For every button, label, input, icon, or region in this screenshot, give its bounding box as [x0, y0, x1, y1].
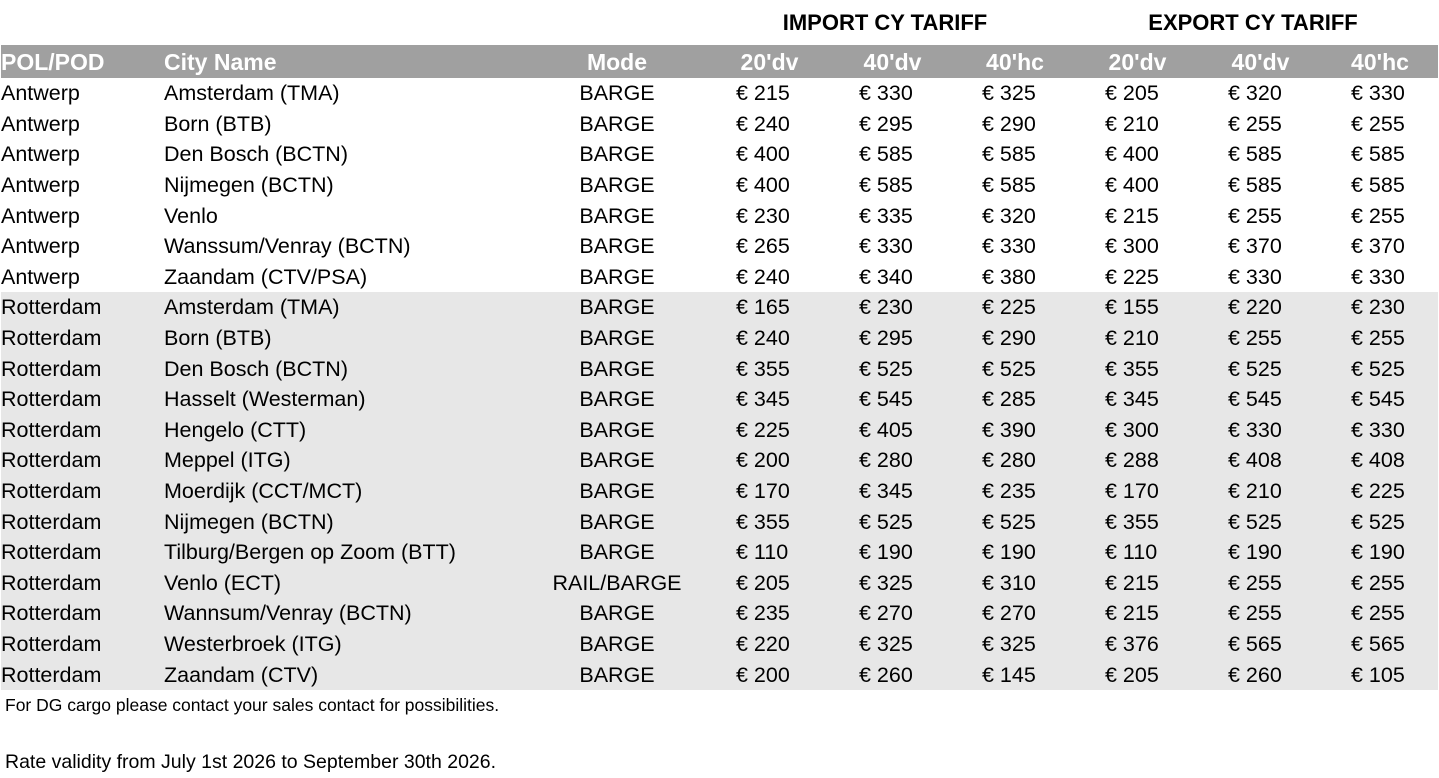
cell-export-20dv: € 225	[1105, 264, 1159, 289]
import-cy-tariff-label: IMPORT CY TARIFF	[782, 10, 988, 35]
cell-pol-pod: Antwerp	[1, 173, 80, 198]
cell-import-40hc: € 280	[982, 448, 1036, 473]
cell-city-name: Born (BTB)	[164, 326, 272, 351]
cell-export-40dv: € 320	[1228, 81, 1282, 106]
table-row	[1, 537, 1438, 568]
cell-import-20dv: € 200	[736, 662, 790, 687]
cell-import-20dv: € 240	[736, 264, 790, 289]
table-header-row	[1, 45, 1438, 78]
cell-import-20dv: € 400	[736, 142, 790, 167]
cell-export-40hc: € 525	[1351, 509, 1405, 534]
cell-export-20dv: € 376	[1105, 631, 1159, 656]
cell-mode: BARGE	[579, 417, 655, 442]
cell-pol-pod: Rotterdam	[1, 417, 102, 442]
cell-export-40dv: € 255	[1228, 601, 1282, 626]
rate-validity-note: Rate validity from July 1st 2026 to September 30th 2026.	[5, 751, 497, 773]
cell-import-40hc: € 290	[982, 326, 1036, 351]
cell-export-40dv: € 255	[1228, 326, 1282, 351]
cell-city-name: Moerdijk (CCT/MCT)	[164, 479, 363, 504]
cell-pol-pod: Rotterdam	[1, 295, 102, 320]
cell-export-20dv: € 205	[1105, 81, 1159, 106]
cell-import-40hc: € 235	[982, 479, 1036, 504]
cell-mode: RAIL/BARGE	[552, 570, 682, 595]
cell-import-40dv: € 345	[859, 479, 913, 504]
cell-import-40hc: € 325	[982, 631, 1036, 656]
cell-import-40dv: € 270	[859, 601, 913, 626]
table-row	[1, 139, 1438, 170]
cell-pol-pod: Antwerp	[1, 142, 80, 167]
cell-export-40dv: € 255	[1228, 203, 1282, 228]
cell-import-20dv: € 230	[736, 203, 790, 228]
cell-city-name: Amsterdam (TMA)	[164, 81, 340, 106]
cell-import-40hc: € 310	[982, 570, 1036, 595]
cell-import-40hc: € 225	[982, 295, 1036, 320]
cell-pol-pod: Rotterdam	[1, 387, 102, 412]
cell-mode: BARGE	[579, 264, 655, 289]
cell-export-20dv: € 355	[1105, 356, 1159, 381]
cell-export-40dv: € 220	[1228, 295, 1282, 320]
table-row	[1, 384, 1438, 415]
cell-import-40dv: € 405	[859, 417, 913, 442]
cell-import-20dv: € 215	[736, 81, 790, 106]
cell-city-name: Venlo (ECT)	[164, 570, 282, 595]
column-header-pol-pod: POL/POD	[1, 49, 105, 75]
cell-export-40hc: € 225	[1351, 479, 1405, 504]
cell-mode: BARGE	[579, 356, 655, 381]
cell-import-40dv: € 190	[859, 540, 913, 565]
table-row	[1, 78, 1438, 109]
cell-import-40dv: € 525	[859, 356, 913, 381]
cell-pol-pod: Rotterdam	[1, 601, 102, 626]
cell-export-40dv: € 525	[1228, 509, 1282, 534]
cell-export-40dv: € 190	[1228, 540, 1282, 565]
cell-export-20dv: € 355	[1105, 509, 1159, 534]
cell-export-20dv: € 110	[1105, 540, 1158, 565]
cell-export-40dv: € 545	[1228, 387, 1282, 412]
column-header-export-40hc: 40'hc	[1351, 49, 1409, 75]
cell-export-40hc: € 330	[1351, 81, 1405, 106]
cell-export-40hc: € 585	[1351, 142, 1405, 167]
cell-mode: BARGE	[579, 448, 655, 473]
cell-mode: BARGE	[579, 387, 655, 412]
cell-import-40hc: € 190	[982, 540, 1036, 565]
cell-export-20dv: € 210	[1105, 326, 1159, 351]
cell-export-40hc: € 255	[1351, 570, 1405, 595]
table-row	[1, 568, 1438, 599]
cell-import-40dv: € 340	[859, 264, 913, 289]
cell-city-name: Wannsum/Venray (BCTN)	[164, 601, 412, 626]
cell-export-40hc: € 255	[1351, 601, 1405, 626]
cell-pol-pod: Rotterdam	[1, 631, 102, 656]
cell-mode: BARGE	[579, 203, 655, 228]
cell-pol-pod: Rotterdam	[1, 479, 102, 504]
cell-export-40hc: € 255	[1351, 111, 1405, 136]
cell-import-40dv: € 260	[859, 662, 913, 687]
cell-pol-pod: Rotterdam	[1, 326, 102, 351]
cell-import-40dv: € 325	[859, 570, 913, 595]
cell-export-40hc: € 565	[1351, 631, 1405, 656]
cell-export-20dv: € 288	[1105, 448, 1159, 473]
cell-export-40hc: € 545	[1351, 387, 1405, 412]
column-header-mode: Mode	[586, 49, 648, 75]
cell-export-40dv: € 585	[1228, 142, 1282, 167]
cell-pol-pod: Rotterdam	[1, 662, 102, 687]
cell-export-40hc: € 585	[1351, 173, 1405, 198]
cell-pol-pod: Rotterdam	[1, 509, 102, 534]
cell-mode: BARGE	[579, 540, 655, 565]
cell-city-name: Wanssum/Venray (BCTN)	[164, 234, 411, 259]
cell-import-40dv: € 330	[859, 234, 913, 259]
cell-import-40hc: € 320	[982, 203, 1036, 228]
cell-mode: BARGE	[579, 173, 655, 198]
cell-city-name: Tilburg/Bergen op Zoom (BTT)	[164, 540, 456, 565]
cell-import-40dv: € 295	[859, 111, 913, 136]
dg-cargo-note: For DG cargo please contact your sales contact for possibilities.	[5, 695, 500, 715]
cell-import-20dv: € 355	[736, 509, 790, 534]
cell-city-name: Nijmegen (BCTN)	[164, 509, 334, 534]
cell-export-40hc: € 255	[1351, 326, 1405, 351]
cell-import-20dv: € 220	[736, 631, 790, 656]
cell-export-40dv: € 408	[1228, 448, 1282, 473]
cell-pol-pod: Antwerp	[1, 234, 80, 259]
cell-import-40hc: € 325	[982, 81, 1036, 106]
cell-export-20dv: € 205	[1105, 662, 1159, 687]
table-row	[1, 659, 1438, 690]
cell-city-name: Den Bosch (BCTN)	[164, 356, 348, 381]
cell-import-20dv: € 205	[736, 570, 790, 595]
cell-export-20dv: € 300	[1105, 417, 1159, 442]
cell-import-40dv: € 525	[859, 509, 913, 534]
cell-city-name: Hengelo (CTT)	[164, 417, 307, 442]
cell-import-40dv: € 335	[859, 203, 913, 228]
cell-import-20dv: € 240	[736, 111, 790, 136]
cell-import-40hc: € 390	[982, 417, 1036, 442]
column-header-city-name: City Name	[164, 49, 277, 75]
cell-export-40dv: € 585	[1228, 173, 1282, 198]
cell-import-40dv: € 230	[859, 295, 913, 320]
cell-import-40hc: € 525	[982, 356, 1036, 381]
cell-city-name: Meppel (ITG)	[164, 448, 291, 473]
cell-pol-pod: Antwerp	[1, 81, 80, 106]
cell-export-40hc: € 190	[1351, 540, 1405, 565]
cell-import-40dv: € 325	[859, 631, 913, 656]
cell-pol-pod: Antwerp	[1, 203, 80, 228]
cell-import-20dv: € 170	[736, 479, 790, 504]
cell-export-40dv: € 255	[1228, 570, 1282, 595]
cell-export-40dv: € 370	[1228, 234, 1282, 259]
table-row	[1, 353, 1438, 384]
cell-import-40hc: € 290	[982, 111, 1036, 136]
cell-import-20dv: € 265	[736, 234, 790, 259]
cell-import-20dv: € 165	[736, 295, 790, 320]
cell-export-40dv: € 525	[1228, 356, 1282, 381]
cell-import-40dv: € 295	[859, 326, 913, 351]
cell-import-40hc: € 285	[982, 387, 1036, 412]
cell-pol-pod: Rotterdam	[1, 356, 102, 381]
cell-import-40dv: € 545	[859, 387, 913, 412]
cell-city-name: Westerbroek (ITG)	[164, 631, 342, 656]
table-row	[1, 262, 1438, 293]
cell-city-name: Amsterdam (TMA)	[164, 295, 340, 320]
cell-import-20dv: € 110	[736, 540, 789, 565]
cell-import-40hc: € 585	[982, 173, 1036, 198]
cell-import-40hc: € 145	[982, 662, 1036, 687]
cell-mode: BARGE	[579, 142, 655, 167]
cell-mode: BARGE	[579, 631, 655, 656]
table-row	[1, 323, 1438, 354]
cell-export-40dv: € 260	[1228, 662, 1282, 687]
cell-city-name: Zaandam (CTV/PSA)	[164, 264, 368, 289]
cell-import-20dv: € 355	[736, 356, 790, 381]
cell-import-20dv: € 225	[736, 417, 790, 442]
cell-mode: BARGE	[579, 234, 655, 259]
column-header-import-40dv: 40'dv	[863, 49, 922, 75]
cell-import-40dv: € 280	[859, 448, 913, 473]
cell-mode: BARGE	[579, 509, 655, 534]
column-header-import-40hc: 40'hc	[986, 49, 1044, 75]
cell-import-20dv: € 240	[736, 326, 790, 351]
cell-export-20dv: € 400	[1105, 142, 1159, 167]
cell-mode: BARGE	[579, 601, 655, 626]
cell-export-20dv: € 300	[1105, 234, 1159, 259]
column-header-export-20dv: 20'dv	[1108, 49, 1167, 75]
column-header-export-40dv: 40'dv	[1231, 49, 1290, 75]
cell-export-40dv: € 565	[1228, 631, 1282, 656]
tariff-group-header	[0, 0, 1439, 45]
cell-import-40dv: € 585	[859, 173, 913, 198]
cell-city-name: Nijmegen (BCTN)	[164, 173, 334, 198]
cell-city-name: Hasselt (Westerman)	[164, 387, 366, 412]
cell-import-40dv: € 585	[859, 142, 913, 167]
cell-export-40hc: € 255	[1351, 203, 1405, 228]
table-row	[1, 629, 1438, 660]
cell-pol-pod: Antwerp	[1, 264, 80, 289]
cell-mode: BARGE	[579, 479, 655, 504]
table-row	[1, 506, 1438, 537]
cell-pol-pod: Antwerp	[1, 111, 80, 136]
table-row	[1, 292, 1438, 323]
table-row	[1, 598, 1438, 629]
cell-export-40hc: € 525	[1351, 356, 1405, 381]
table-row	[1, 170, 1438, 201]
cell-city-name: Venlo	[164, 203, 218, 228]
cell-mode: BARGE	[579, 295, 655, 320]
cell-city-name: Born (BTB)	[164, 111, 272, 136]
cell-export-40dv: € 210	[1228, 479, 1282, 504]
cell-export-20dv: € 215	[1105, 601, 1159, 626]
export-cy-tariff-label: EXPORT CY TARIFF	[1148, 10, 1358, 35]
cell-mode: BARGE	[579, 111, 655, 136]
tariff-table-body	[1, 78, 1438, 690]
table-row	[1, 109, 1438, 140]
table-row	[1, 231, 1438, 262]
cell-export-40dv: € 255	[1228, 111, 1282, 136]
table-row	[1, 476, 1438, 507]
cell-mode: BARGE	[579, 81, 655, 106]
cell-export-40hc: € 330	[1351, 264, 1405, 289]
cell-export-40hc: € 408	[1351, 448, 1405, 473]
cell-import-20dv: € 400	[736, 173, 790, 198]
cell-export-20dv: € 210	[1105, 111, 1159, 136]
cell-import-20dv: € 200	[736, 448, 790, 473]
cell-import-20dv: € 345	[736, 387, 790, 412]
cell-mode: BARGE	[579, 326, 655, 351]
cell-export-20dv: € 155	[1105, 295, 1159, 320]
table-row	[1, 200, 1438, 231]
cell-export-40hc: € 230	[1351, 295, 1405, 320]
cell-import-40hc: € 330	[982, 234, 1036, 259]
cell-export-20dv: € 345	[1105, 387, 1159, 412]
cell-export-40hc: € 330	[1351, 417, 1405, 442]
cell-pol-pod: Rotterdam	[1, 540, 102, 565]
cell-import-40hc: € 380	[982, 264, 1036, 289]
cell-mode: BARGE	[579, 662, 655, 687]
cell-import-20dv: € 235	[736, 601, 790, 626]
cell-import-40dv: € 330	[859, 81, 913, 106]
column-header-import-20dv: 20'dv	[740, 49, 799, 75]
tariff-table	[1, 45, 1438, 690]
cell-export-20dv: € 215	[1105, 570, 1159, 595]
table-row	[1, 415, 1438, 446]
cell-import-40hc: € 525	[982, 509, 1036, 534]
cell-export-20dv: € 170	[1105, 479, 1159, 504]
cell-export-20dv: € 215	[1105, 203, 1159, 228]
cell-city-name: Den Bosch (BCTN)	[164, 142, 348, 167]
cell-export-40dv: € 330	[1228, 264, 1282, 289]
cell-export-40hc: € 105	[1351, 662, 1405, 687]
cell-pol-pod: Rotterdam	[1, 448, 102, 473]
cell-export-40hc: € 370	[1351, 234, 1405, 259]
cell-export-20dv: € 400	[1105, 173, 1159, 198]
cell-export-40dv: € 330	[1228, 417, 1282, 442]
cell-import-40hc: € 270	[982, 601, 1036, 626]
cell-import-40hc: € 585	[982, 142, 1036, 167]
cell-city-name: Zaandam (CTV)	[164, 662, 319, 687]
table-row	[1, 445, 1438, 476]
cell-pol-pod: Rotterdam	[1, 570, 102, 595]
